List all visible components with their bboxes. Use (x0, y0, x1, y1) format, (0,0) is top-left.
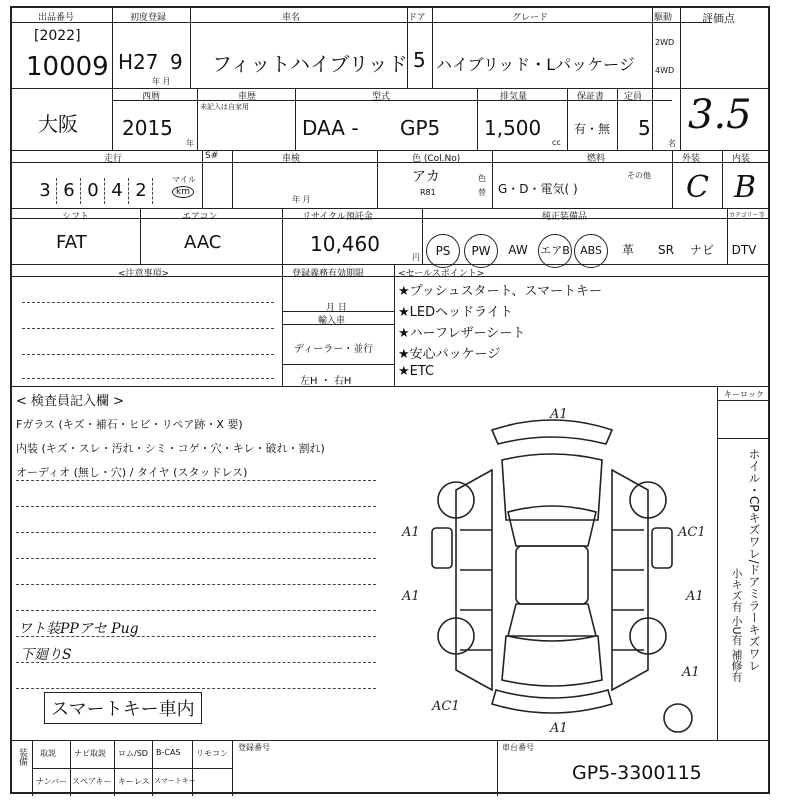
odometer-digit: 0 (87, 180, 99, 201)
auction-sheet (10, 6, 770, 794)
item-number-plate: ナンバー (36, 777, 68, 786)
selling-points-label: <セールスポイント> (398, 269, 485, 279)
equip-aw: AW (508, 243, 528, 257)
lot-label: 出品番号 (38, 13, 75, 23)
equipment-label: 純正装備品 (542, 212, 588, 222)
hand-note-1: ワト装PPアセ Pug (18, 621, 139, 637)
equip-leather: 革 (621, 243, 634, 257)
inspection-title: < 検査員記入欄 > (16, 394, 125, 409)
damage-mark: A1 (402, 525, 420, 540)
item-remote: リモコン (196, 749, 228, 758)
items-label: 装備 (17, 748, 27, 766)
model-label: 型式 (372, 92, 391, 102)
hand-note-2: 下廻りS (20, 647, 72, 663)
side-note: ホイル・CPキズワレ/ドアミラーキズワレ (747, 448, 761, 672)
color-change-label: 色替 (478, 174, 486, 197)
reg-number-label: 登録番号 (238, 743, 270, 752)
drive-2wd: 2WD (655, 38, 675, 47)
damage-mark-ac1: AC1 (432, 699, 460, 714)
drive-4wd: 4WD (655, 66, 675, 75)
grade: ハイブリッド・Lパッケージ (436, 55, 635, 74)
damage-mark-ac1: AC1 (678, 525, 706, 540)
ac-label: エアコン (182, 212, 218, 222)
item-bcas: B-CAS (156, 748, 181, 757)
fuel-label: 燃料 (587, 154, 606, 164)
car-name: フィットハイブリッド (212, 52, 408, 76)
damage-mark: A1 (550, 721, 568, 736)
item-spare-key: スペアキー (72, 777, 112, 786)
recycle-label: リサイクル預託金 (302, 212, 373, 222)
displacement-label: 排気量 (500, 92, 528, 102)
door-label: ドア (408, 13, 426, 23)
history-label: 車歴 (238, 92, 257, 102)
interior-label: 内装 (732, 154, 751, 164)
year-unit: 年 (186, 139, 194, 148)
exterior-grade: C (686, 170, 709, 205)
chassis-label: 車台番号 (502, 743, 534, 752)
warranty: 有・無 (574, 122, 611, 136)
mile-unit: マイル (172, 175, 196, 184)
damage-mark: A1 (682, 665, 700, 680)
interior-grade: B (734, 170, 757, 205)
car-diagram (392, 400, 712, 736)
km-unit-circled: km (172, 186, 194, 198)
color-code: R81 (420, 188, 436, 197)
side-note-2: 小キズ有 小U有 補修有 (730, 568, 743, 683)
chassis-number: GP5-3300115 (572, 762, 702, 784)
model-code: GP5 (400, 116, 441, 140)
capacity-label: 定員 (624, 92, 643, 102)
smart-key-stamp: スマートキー車内 (44, 692, 202, 724)
capacity: 5 (638, 116, 651, 140)
equip-airbag: エアB (538, 234, 572, 268)
damage-mark: A1 (686, 589, 704, 604)
reg-expiry-month-day: 月 日 (326, 303, 347, 313)
dealer: ディーラー・並行 (294, 344, 374, 355)
equip-ps: PS (426, 234, 460, 268)
item-rom-sd: ロム/SD (118, 749, 148, 758)
item-keyless: キーレス (118, 777, 150, 786)
import-label: 輸入車 (318, 316, 346, 326)
grade-label: グレード (512, 13, 549, 23)
equip-navi: ナビ (689, 243, 714, 257)
location: 大阪 (38, 112, 78, 136)
drive-label: 駆動 (654, 13, 673, 23)
lot-year: [2022] (34, 28, 81, 44)
ac: AAC (184, 232, 222, 253)
inspection-line2: 内装 (キズ・スレ・汚れ・シミ・コゲ・穴・キレ・破れ・割れ) (16, 442, 325, 455)
odometer-digit: 3 (39, 180, 51, 201)
displacement: 1,500 (484, 116, 542, 140)
car-name-label: 車名 (282, 13, 301, 23)
fuel-other: その他 (627, 171, 651, 180)
score: 3.5 (688, 92, 752, 138)
recycle-fee: 10,460 (310, 232, 380, 256)
western-year: 2015 (122, 116, 173, 140)
shift-label: シフト (62, 212, 90, 222)
damage-mark: A1 (550, 407, 568, 422)
item-manual: 取説 (40, 749, 56, 758)
steering: 左H ・ 右H (300, 376, 352, 387)
selling-point: ★ETC (398, 364, 435, 379)
cc-unit: cc (552, 138, 561, 147)
warranty-label: 保証書 (577, 92, 605, 102)
era-year: H27 (118, 50, 159, 74)
selling-point: ★プッシュスタート、スマートキー (398, 284, 603, 299)
fuel-options: G・D・電気( ) (498, 182, 578, 196)
inspection-label: 車検 (282, 154, 301, 164)
lot-number: 10009 (26, 52, 109, 82)
inspection-unit: 年 月 (292, 195, 311, 204)
reg-month: 9 (170, 50, 183, 74)
history-note: 未記入は自家用 (200, 103, 249, 111)
equip-abs: ABS (574, 234, 608, 268)
equip-dtv: DTV (731, 243, 757, 257)
selling-point: ★ハーフレザーシート (398, 326, 526, 341)
reg-expiry-label: 登録義務有効期限 (292, 269, 365, 279)
odometer-digit: 4 (111, 180, 123, 201)
score-label: 評価点 (702, 12, 735, 25)
first-reg-label: 初度登録 (130, 13, 167, 23)
notes-label: <注意事項> (118, 269, 170, 279)
odometer-digit: 2 (135, 180, 147, 201)
s-label: S# (205, 151, 219, 161)
exterior-label: 外装 (682, 154, 701, 164)
selling-point: ★安心パッケージ (398, 347, 501, 362)
selling-point: ★LEDヘッドライト (398, 305, 513, 320)
equip-sunroof: SR (658, 243, 674, 257)
equip-pw: PW (464, 234, 498, 268)
damage-mark: A1 (402, 589, 420, 604)
color: アカ (412, 169, 440, 185)
western-year-label: 西暦 (142, 92, 161, 102)
capacity-unit: 名 (668, 139, 676, 148)
model-prefix: DAA - (302, 116, 359, 140)
inspection-line1: Fガラス (キズ・補石・ヒビ・リペア跡・X 要) (16, 418, 243, 431)
item-navi-manual: ナビ取説 (74, 749, 106, 758)
inspection-line3: オーディオ (無し・穴) / タイヤ (スタッドレス) (16, 466, 248, 479)
key-lock-label: キーロック (724, 390, 764, 399)
year-month-unit: 年 月 (152, 77, 171, 86)
category-label: カテゴリー等 (729, 212, 765, 219)
shift: FAT (56, 232, 87, 253)
item-smart-key: スマートキー (154, 777, 196, 785)
color-label: 色 (Col.No) (412, 154, 461, 164)
yen-unit: 円 (412, 253, 420, 262)
doors: 5 (413, 48, 426, 72)
mileage-label: 走行 (104, 154, 123, 164)
odometer-digit: 6 (63, 180, 75, 201)
